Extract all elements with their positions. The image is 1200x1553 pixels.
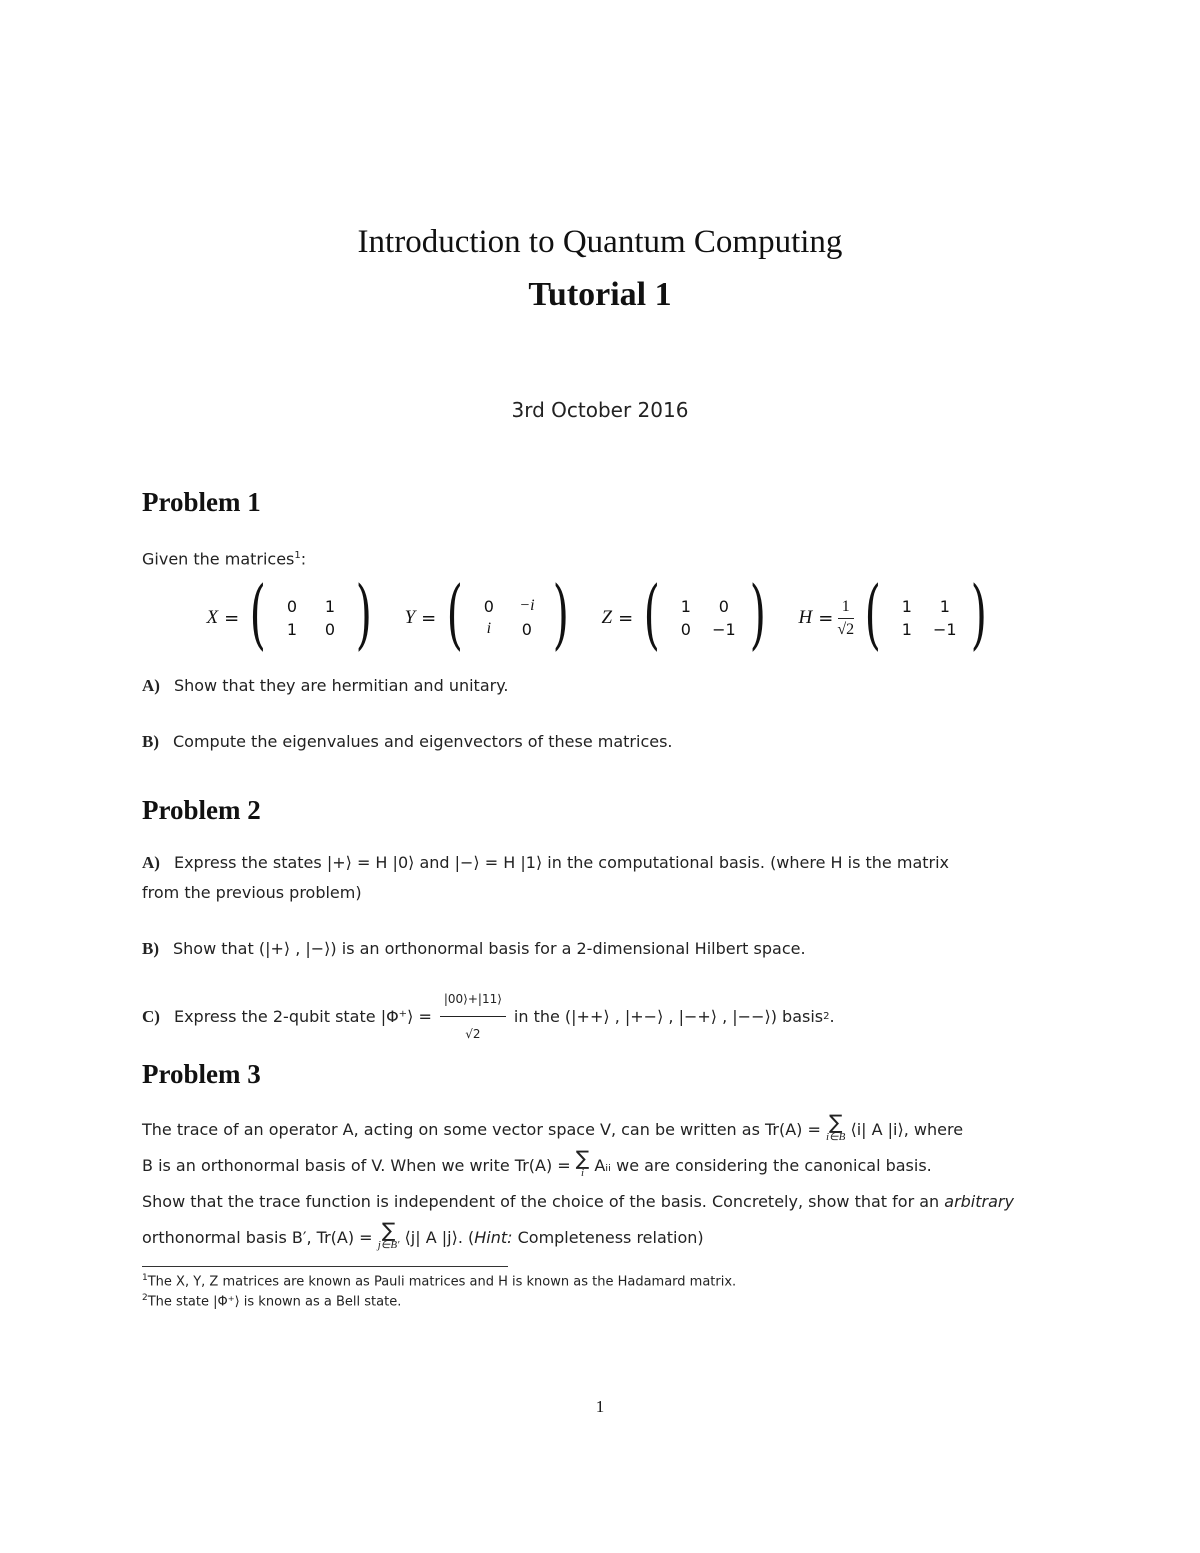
problem-2-heading: Problem 2 [142,795,261,825]
matrix-x: X = ( 0 1 1 0 ) [206,569,372,658]
problem-1-intro: Given the matrices$^1$: [142,549,307,569]
problem-3-line-2: B is an orthonormal basis of V. When we write Tr(A) = ∑ i Aᵢᵢ we are considering the canonical basis. [142,1146,932,1179]
matrix-z: Z = ( 1 0 0 −1 ) [601,569,766,658]
footnote-rule [142,1266,508,1267]
document-date: 3rd October 2016 [511,398,689,422]
problem-3-line-3: Show that the trace function is independent of the choice of the basis. Concretely, show that for an arbitrary [142,1192,1014,1211]
problem-3-line-4: orthonormal basis B′, Tr(A) = ∑ j∈B′ ⟨j| A |j⟩. (Hint: Completeness relation) [142,1218,704,1251]
page-number: 1 [595,1397,605,1416]
matrix-h: H = $\frac{1}{√2}$ ( 1 1 1 −1 ) [798,569,987,658]
problem-3-line-1: The trace of an operator A, acting on some vector space V, can be written as Tr(A) = ∑ i∈B ⟨i| A |i⟩, where [142,1110,964,1143]
problem-2-part-a: A) Express the states |+⟩ = H |0⟩ and |−⟩ = H |1⟩ in the computational basis. (where H is the matrix from the previous problem) [142,853,950,902]
problem-3-heading: Problem 3 [142,1059,261,1089]
document-subtitle: Tutorial 1 [528,276,672,313]
problem-2-part-b: B) Show that (|+⟩ , |−⟩) is an orthonormal basis for a 2-dimensional Hilbert space. [142,939,806,958]
document-title: Introduction to Quantum Computing [357,224,843,260]
problem-1-heading: Problem 1 [142,487,261,517]
problem-3-body [142,1112,1062,1256]
problem-2-part-c: C) Express the 2-qubit state |Φ⁺⟩ = $\frac{|00⟩+|11⟩}{√2}$ in the (|++⟩ , |+−⟩ , |−+⟩ , |−−⟩) basis 2 . [142,984,1062,1049]
problem-1-part-b: B) Compute the eigenvalues and eigenvectors of these matrices. [142,732,673,751]
matrix-y: Y = ( 0 −i i 0 ) [404,569,569,658]
problem-1-part-a: A) Show that they are hermitian and unitary. [142,676,509,695]
footnote-2: $^2$The state |Φ⁺⟩ is known as a Bell state. [142,1293,402,1310]
matrix-definitions [0,569,1200,658]
footnote-1: $^1$The X, Y, Z matrices are known as Pauli matrices and H is known as the Hadamard matrix. [142,1273,737,1290]
